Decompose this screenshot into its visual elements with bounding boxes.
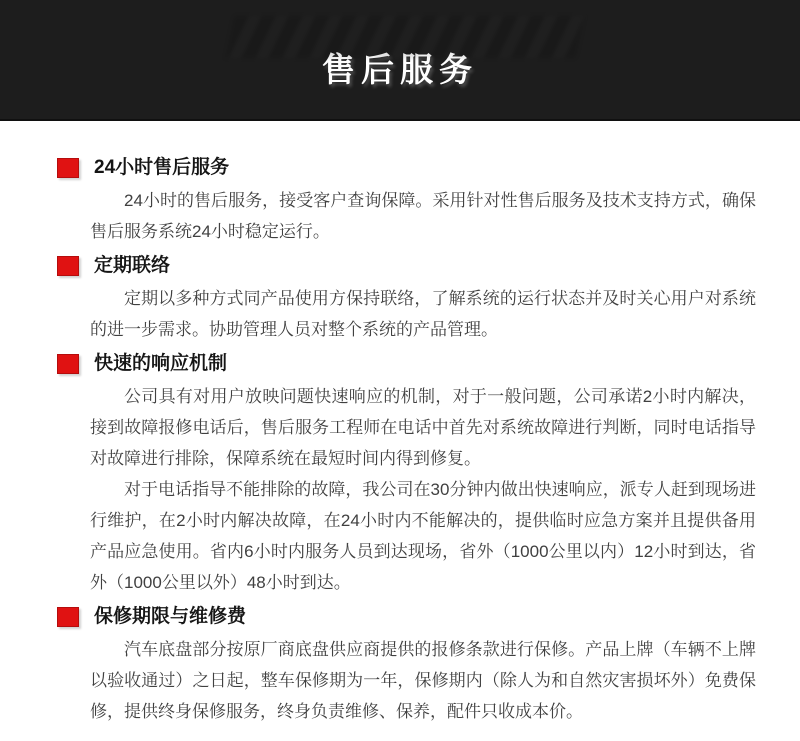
section-paragraph: 24小时的售后服务，接受客户查询保障。采用针对性售后服务及技术支持方式，确保售后服务系统24小时稳定运行。 — [90, 191, 756, 241]
section-heading: 定期联络 — [94, 255, 171, 276]
content-area — [0, 121, 800, 727]
section-body — [90, 381, 756, 598]
section-paragraph: 汽车底盘部分按原厂商底盘供应商提供的报修条款进行保修。产品上牌（车辆不上牌以验收通过）之日起，整车保修期为一年，保修期内（除人为和自然灾害损坏外）免费保修，提供终身保修服务，终身负责维修、保养，配件只收成本价。 — [90, 640, 756, 721]
red-square-bullet-icon — [57, 354, 79, 374]
section-body — [90, 283, 756, 345]
red-square-bullet-icon — [57, 607, 79, 627]
section-heading: 保修期限与维修费 — [94, 606, 247, 627]
section-header — [57, 606, 756, 628]
red-square-bullet-icon — [57, 256, 79, 276]
section-heading: 24小时售后服务 — [94, 157, 230, 178]
section-warranty-fees — [57, 606, 756, 727]
section-header — [57, 157, 756, 179]
page-title: 售后服务 — [322, 51, 478, 88]
section-heading: 快速的响应机制 — [94, 353, 228, 374]
section-header — [57, 255, 756, 277]
section-body — [90, 634, 756, 727]
section-paragraph: 公司具有对用户放映问题快速响应的机制，对于一般问题，公司承诺2小时内解决，接到故障报修电话后，售后服务工程师在电话中首先对系统故障进行判断，同时电话指导对故障进行排除，保障系统在最短时间内得到修复。 — [90, 387, 756, 468]
section-24h-service — [57, 157, 756, 247]
section-rapid-response — [57, 353, 756, 598]
section-header — [57, 353, 756, 375]
header-band — [0, 0, 800, 121]
section-regular-contact — [57, 255, 756, 345]
section-paragraph: 定期以多种方式同产品使用方保持联络，了解系统的运行状态并及时关心用户对系统的进一步需求。协助管理人员对整个系统的产品管理。 — [90, 289, 756, 339]
red-square-bullet-icon — [57, 158, 79, 178]
section-paragraph: 对于电话指导不能排除的故障，我公司在30分钟内做出快速响应，派专人赶到现场进行维护，在2小时内解决故障，在24小时内不能解决的，提供临时应急方案并且提供备用产品应急使用。省内6小时内服务人员到达现场，省外（1000公里以内）12小时到达，省外（1000公里以外）48小时到达。 — [90, 480, 756, 592]
section-body — [90, 185, 756, 247]
